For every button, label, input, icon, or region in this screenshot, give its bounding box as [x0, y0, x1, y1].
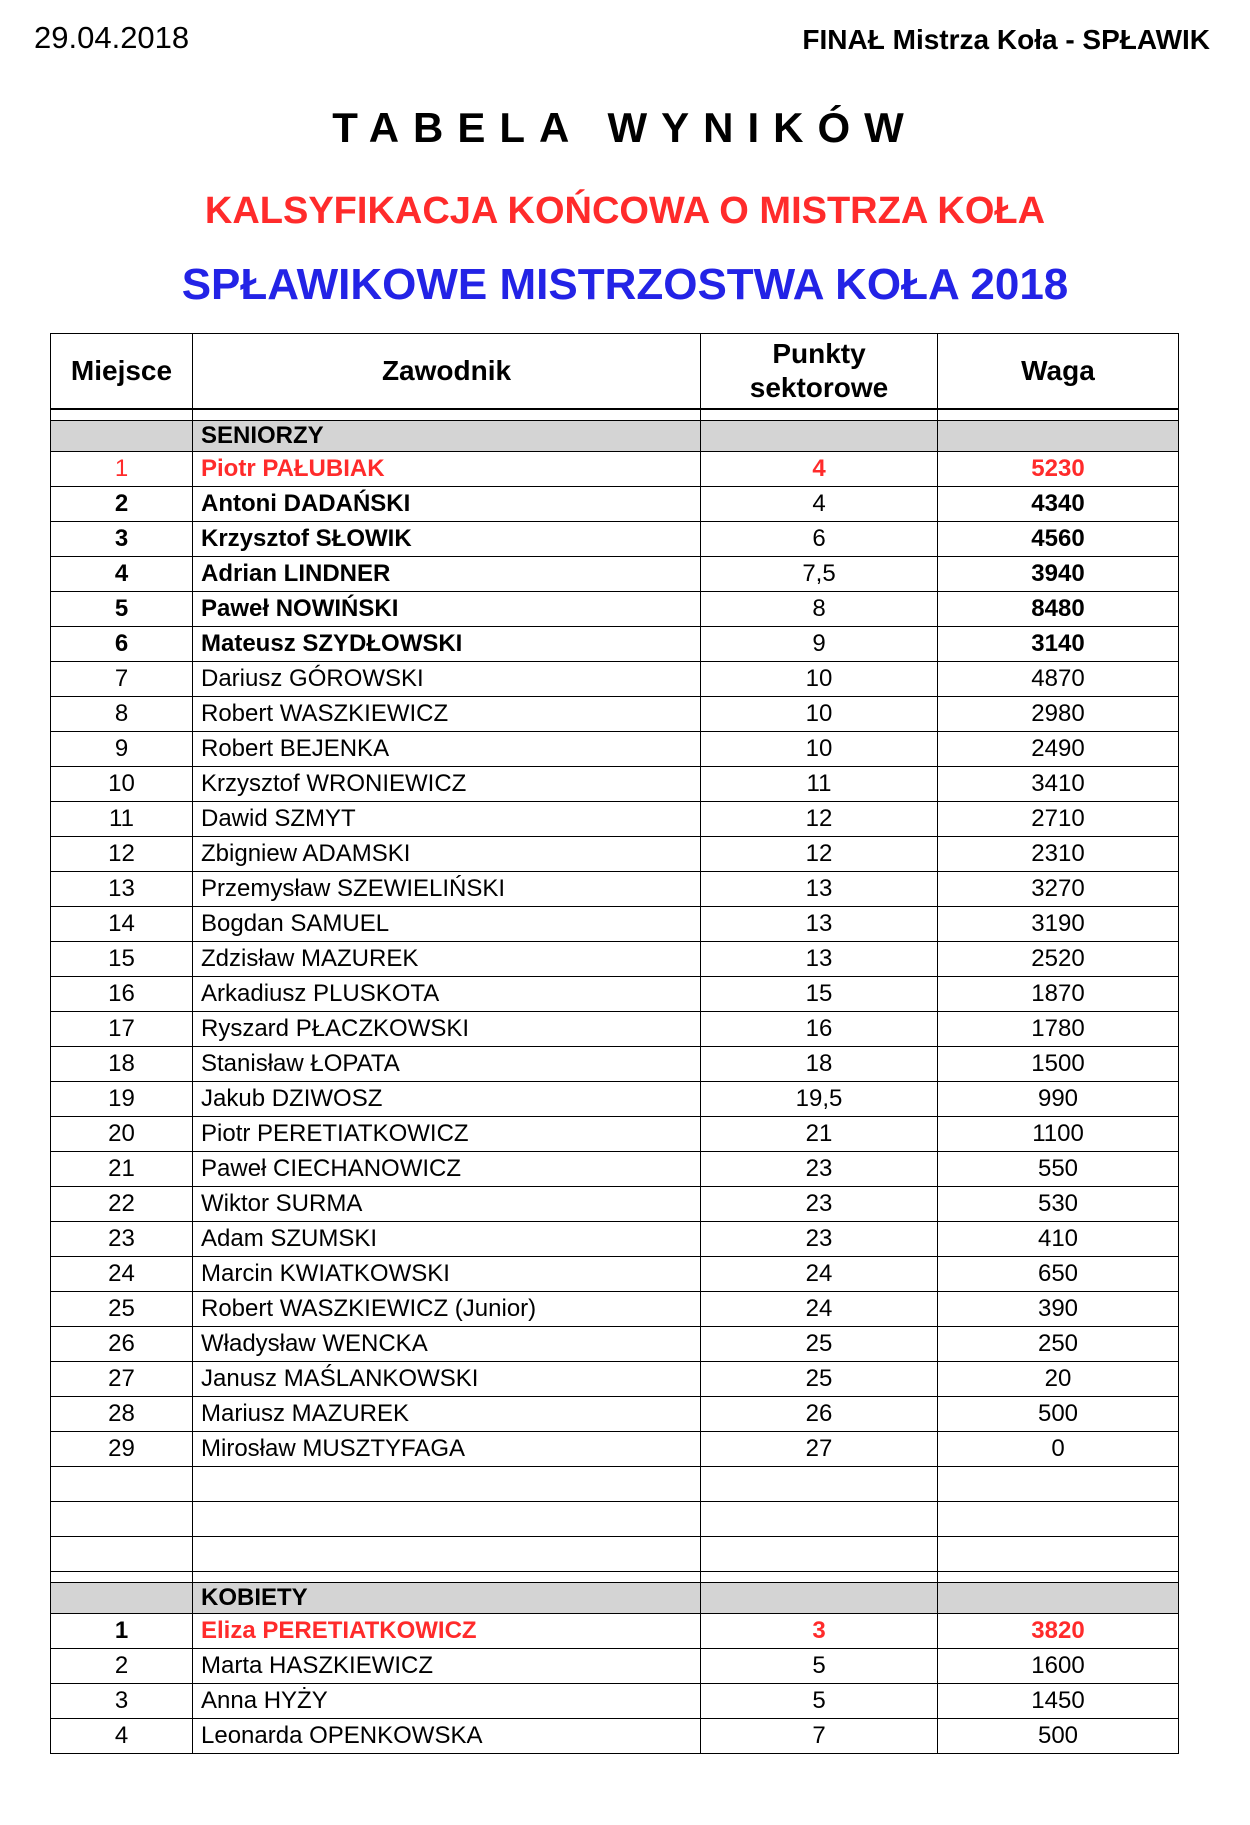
competitor-name: Adam SZUMSKI [193, 1222, 701, 1257]
place-cell: 21 [51, 1152, 193, 1187]
competitor-name: Marcin KWIATKOWSKI [193, 1257, 701, 1292]
table-row [51, 802, 1179, 837]
competitor-name: Paweł NOWIŃSKI [193, 592, 701, 627]
section-cell-empty [938, 421, 1179, 452]
event-name: FINAŁ Mistrza Koła - SPŁAWIK [802, 24, 1210, 55]
empty-cell [51, 1537, 193, 1572]
competitor-name: Piotr PAŁUBIAK [193, 452, 701, 487]
place-cell: 18 [51, 1047, 193, 1082]
place-cell: 26 [51, 1327, 193, 1362]
place-cell: 16 [51, 977, 193, 1012]
points-cell: 12 [701, 802, 938, 837]
competitor-name: Leonarda OPENKOWSKA [193, 1719, 701, 1754]
competitor-name: Janusz MAŚLANKOWSKI [193, 1362, 701, 1397]
competitor-name: Zbigniew ADAMSKI [193, 837, 701, 872]
points-cell: 21 [701, 1117, 938, 1152]
empty-cell [938, 1537, 1179, 1572]
place-cell: 12 [51, 837, 193, 872]
place-cell: 2 [51, 487, 193, 522]
weight-cell: 3270 [938, 872, 1179, 907]
place-cell: 11 [51, 802, 193, 837]
weight-cell: 990 [938, 1082, 1179, 1117]
empty-row [51, 1467, 1179, 1502]
table-row [51, 1082, 1179, 1117]
points-cell: 19,5 [701, 1082, 938, 1117]
points-cell: 5 [701, 1684, 938, 1719]
points-cell: 26 [701, 1397, 938, 1432]
spacer-row [51, 1572, 1179, 1583]
weight-cell: 20 [938, 1362, 1179, 1397]
points-cell: 18 [701, 1047, 938, 1082]
weight-cell: 530 [938, 1187, 1179, 1222]
points-cell: 23 [701, 1152, 938, 1187]
table-row [51, 1152, 1179, 1187]
section-cell-empty [51, 421, 193, 452]
table-row [51, 837, 1179, 872]
points-cell: 8 [701, 592, 938, 627]
points-cell: 23 [701, 1187, 938, 1222]
weight-cell: 3190 [938, 907, 1179, 942]
weight-cell: 8480 [938, 592, 1179, 627]
table-row [51, 872, 1179, 907]
table-row [51, 1684, 1179, 1719]
table-row [51, 1719, 1179, 1754]
table-row [51, 1649, 1179, 1684]
place-cell: 4 [51, 557, 193, 592]
results-table [50, 333, 1179, 1754]
weight-cell: 0 [938, 1432, 1179, 1467]
place-cell: 23 [51, 1222, 193, 1257]
section-row [51, 421, 1179, 452]
weight-cell: 4870 [938, 662, 1179, 697]
table-row [51, 1362, 1179, 1397]
points-cell: 13 [701, 907, 938, 942]
place-cell: 2 [51, 1649, 193, 1684]
place-cell: 14 [51, 907, 193, 942]
weight-cell: 1450 [938, 1684, 1179, 1719]
competitor-name: Przemysław SZEWIELIŃSKI [193, 872, 701, 907]
points-cell: 24 [701, 1292, 938, 1327]
place-cell: 6 [51, 627, 193, 662]
empty-cell [701, 1467, 938, 1502]
championship-subtitle: SPŁAWIKOWE MISTRZOSTWA KOŁA 2018 [181, 260, 1069, 309]
empty-row [51, 1502, 1179, 1537]
place-cell: 19 [51, 1082, 193, 1117]
empty-cell [701, 1502, 938, 1537]
competitor-name: Anna HYŻY [193, 1684, 701, 1719]
weight-cell: 2520 [938, 942, 1179, 977]
points-cell: 13 [701, 942, 938, 977]
table-row [51, 767, 1179, 802]
place-cell: 15 [51, 942, 193, 977]
weight-cell: 1870 [938, 977, 1179, 1012]
competitor-name: Antoni DADAŃSKI [193, 487, 701, 522]
section-cell-empty [51, 1583, 193, 1614]
table-row [51, 1222, 1179, 1257]
competitor-name: Krzysztof SŁOWIK [193, 522, 701, 557]
spacer-cell [51, 409, 193, 421]
section-row [51, 1583, 1179, 1614]
table-row [51, 977, 1179, 1012]
weight-cell: 1100 [938, 1117, 1179, 1152]
spacer-cell [193, 409, 701, 421]
weight-cell: 410 [938, 1222, 1179, 1257]
section-label: KOBIETY [193, 1583, 701, 1614]
competitor-name: Ryszard PŁACZKOWSKI [193, 1012, 701, 1047]
points-cell: 15 [701, 977, 938, 1012]
competitor-name: Dariusz GÓROWSKI [193, 662, 701, 697]
column-header-weight: Waga [938, 334, 1179, 410]
competitor-name: Mirosław MUSZTYFAGA [193, 1432, 701, 1467]
weight-cell: 3820 [938, 1614, 1179, 1649]
spacer-cell [51, 1572, 193, 1583]
weight-cell: 3410 [938, 767, 1179, 802]
points-cell: 24 [701, 1257, 938, 1292]
points-cell: 11 [701, 767, 938, 802]
spacer-cell [193, 1572, 701, 1583]
empty-row [51, 1537, 1179, 1572]
points-cell: 3 [701, 1614, 938, 1649]
place-cell: 25 [51, 1292, 193, 1327]
spacer-cell [938, 1572, 1179, 1583]
place-cell: 7 [51, 662, 193, 697]
table-row [51, 1432, 1179, 1467]
place-cell: 27 [51, 1362, 193, 1397]
section-cell-empty [701, 421, 938, 452]
column-header-name: Zawodnik [193, 334, 701, 410]
place-cell: 9 [51, 732, 193, 767]
results-body [51, 409, 1179, 1754]
table-row [51, 557, 1179, 592]
section-cell-empty [701, 1583, 938, 1614]
header-row [51, 334, 1179, 410]
points-cell: 23 [701, 1222, 938, 1257]
weight-cell: 1600 [938, 1649, 1179, 1684]
weight-cell: 3140 [938, 627, 1179, 662]
points-cell: 10 [701, 662, 938, 697]
table-row [51, 697, 1179, 732]
place-cell: 17 [51, 1012, 193, 1047]
competitor-name: Jakub DZIWOSZ [193, 1082, 701, 1117]
place-cell: 5 [51, 592, 193, 627]
table-row [51, 487, 1179, 522]
empty-cell [51, 1502, 193, 1537]
column-header-place: Miejsce [51, 334, 193, 410]
place-cell: 1 [51, 452, 193, 487]
competitor-name: Adrian LINDNER [193, 557, 701, 592]
report-date: 29.04.2018 [34, 20, 190, 55]
weight-cell: 500 [938, 1719, 1179, 1754]
weight-cell: 2490 [938, 732, 1179, 767]
weight-cell: 4560 [938, 522, 1179, 557]
place-cell: 8 [51, 697, 193, 732]
points-cell: 25 [701, 1327, 938, 1362]
section-cell-empty [938, 1583, 1179, 1614]
points-cell: 16 [701, 1012, 938, 1047]
competitor-name: Robert WASZKIEWICZ (Junior) [193, 1292, 701, 1327]
competitor-name: Krzysztof WRONIEWICZ [193, 767, 701, 802]
column-header-points [701, 334, 938, 410]
table-row [51, 662, 1179, 697]
table-row [51, 452, 1179, 487]
empty-cell [51, 1467, 193, 1502]
table-row [51, 1047, 1179, 1082]
table-row [51, 1012, 1179, 1047]
weight-cell: 5230 [938, 452, 1179, 487]
points-cell: 5 [701, 1649, 938, 1684]
empty-cell [193, 1467, 701, 1502]
competitor-name: Paweł CIECHANOWICZ [193, 1152, 701, 1187]
points-header-text: Punkty sektorowe [749, 338, 889, 403]
empty-cell [938, 1467, 1179, 1502]
place-cell: 20 [51, 1117, 193, 1152]
spacer-cell [701, 409, 938, 421]
empty-cell [701, 1537, 938, 1572]
empty-cell [193, 1502, 701, 1537]
points-cell: 4 [701, 487, 938, 522]
spacer-cell [701, 1572, 938, 1583]
competitor-name: Mariusz MAZUREK [193, 1397, 701, 1432]
weight-cell: 500 [938, 1397, 1179, 1432]
place-cell: 13 [51, 872, 193, 907]
competitor-name: Dawid SZMYT [193, 802, 701, 837]
weight-cell: 390 [938, 1292, 1179, 1327]
place-cell: 3 [51, 522, 193, 557]
table-row [51, 1117, 1179, 1152]
points-cell: 10 [701, 732, 938, 767]
weight-cell: 550 [938, 1152, 1179, 1187]
competitor-name: Mateusz SZYDŁOWSKI [193, 627, 701, 662]
place-cell: 3 [51, 1684, 193, 1719]
points-cell: 7 [701, 1719, 938, 1754]
empty-cell [938, 1502, 1179, 1537]
table-row [51, 1257, 1179, 1292]
table-row [51, 1292, 1179, 1327]
weight-cell: 3940 [938, 557, 1179, 592]
points-cell: 6 [701, 522, 938, 557]
competitor-name: Arkadiusz PLUSKOTA [193, 977, 701, 1012]
spacer-row [51, 409, 1179, 421]
competitor-name: Marta HASZKIEWICZ [193, 1649, 701, 1684]
table-row [51, 1187, 1179, 1222]
points-cell: 12 [701, 837, 938, 872]
points-cell: 10 [701, 697, 938, 732]
table-row [51, 522, 1179, 557]
place-cell: 24 [51, 1257, 193, 1292]
weight-cell: 4340 [938, 487, 1179, 522]
empty-cell [193, 1537, 701, 1572]
competitor-name: Władysław WENCKA [193, 1327, 701, 1362]
competitor-name: Piotr PERETIATKOWICZ [193, 1117, 701, 1152]
table-row [51, 732, 1179, 767]
classification-subtitle: KALSYFIKACJA KOŃCOWA O MISTRZA KOŁA [204, 190, 1046, 232]
weight-cell: 1780 [938, 1012, 1179, 1047]
place-cell: 28 [51, 1397, 193, 1432]
place-cell: 10 [51, 767, 193, 802]
points-cell: 25 [701, 1362, 938, 1397]
place-cell: 29 [51, 1432, 193, 1467]
weight-cell: 2980 [938, 697, 1179, 732]
table-row [51, 1327, 1179, 1362]
section-label: SENIORZY [193, 421, 701, 452]
weight-cell: 1500 [938, 1047, 1179, 1082]
competitor-name: Eliza PERETIATKOWICZ [193, 1614, 701, 1649]
competitor-name: Wiktor SURMA [193, 1187, 701, 1222]
points-cell: 7,5 [701, 557, 938, 592]
page-title: TABELA WYNIKÓW [332, 104, 918, 151]
competitor-name: Robert BEJENKA [193, 732, 701, 767]
competitor-name: Stanisław ŁOPATA [193, 1047, 701, 1082]
table-row [51, 592, 1179, 627]
weight-cell: 2710 [938, 802, 1179, 837]
place-cell: 1 [51, 1614, 193, 1649]
table-row [51, 1614, 1179, 1649]
points-cell: 27 [701, 1432, 938, 1467]
points-cell: 4 [701, 452, 938, 487]
points-cell: 13 [701, 872, 938, 907]
table-row [51, 907, 1179, 942]
table-row [51, 1397, 1179, 1432]
spacer-cell [938, 409, 1179, 421]
competitor-name: Zdzisław MAZUREK [193, 942, 701, 977]
weight-cell: 650 [938, 1257, 1179, 1292]
weight-cell: 2310 [938, 837, 1179, 872]
place-cell: 4 [51, 1719, 193, 1754]
competitor-name: Robert WASZKIEWICZ [193, 697, 701, 732]
table-row [51, 627, 1179, 662]
weight-cell: 250 [938, 1327, 1179, 1362]
competitor-name: Bogdan SAMUEL [193, 907, 701, 942]
points-cell: 9 [701, 627, 938, 662]
table-row [51, 942, 1179, 977]
place-cell: 22 [51, 1187, 193, 1222]
